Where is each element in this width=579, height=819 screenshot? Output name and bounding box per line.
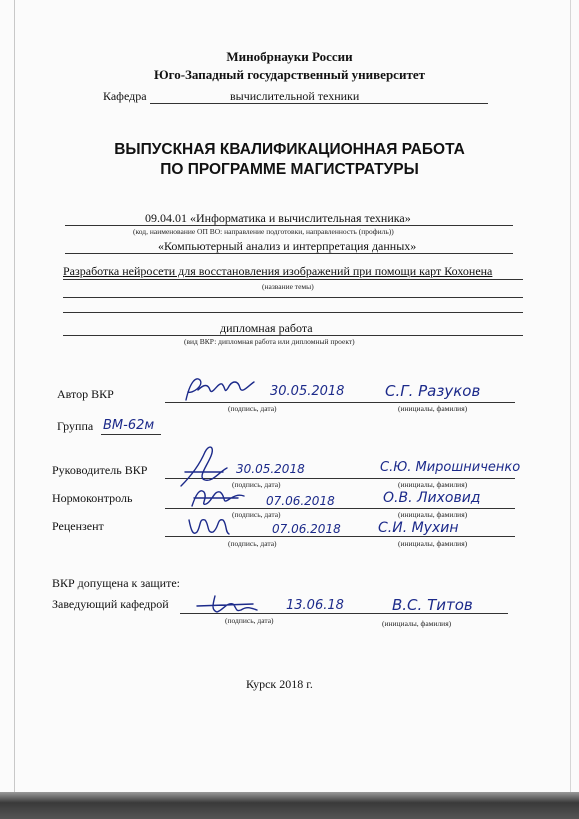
topic-caption: (название темы)	[262, 282, 314, 291]
author-initials-caption: (инициалы, фамилия)	[398, 404, 468, 413]
normcontrol-name-handwritten: О.В. Лиховид	[383, 490, 481, 506]
reviewer-initials-caption: (инициалы, фамилия)	[398, 539, 468, 548]
topic-underline	[63, 279, 523, 280]
admission-label: ВКР допущена к защите:	[52, 576, 180, 590]
profile-underline	[65, 253, 513, 254]
head-sign-caption: (подпись, дата)	[225, 616, 274, 625]
supervisor-date-handwritten: 30.05.2018	[236, 462, 305, 476]
document-title-line1: ВЫПУСКНАЯ КВАЛИФИКАЦИОННАЯ РАБОТА	[114, 141, 465, 158]
supervisor-label: Руководитель ВКР	[52, 463, 148, 477]
program-code: 09.04.01 «Информатика и вычислительная техника»	[145, 211, 411, 225]
department-underline	[150, 103, 488, 104]
reviewer-date-handwritten: 07.06.2018	[272, 522, 341, 536]
supervisor-sign-caption: (подпись, дата)	[232, 480, 281, 489]
city-year: Курск 2018 г.	[246, 677, 313, 691]
normcontrol-date-handwritten: 07.06.2018	[266, 494, 335, 508]
page-edge-left	[14, 0, 15, 819]
author-date-handwritten: 30.05.2018	[270, 384, 345, 399]
reviewer-name-handwritten: С.И. Мухин	[378, 520, 459, 536]
supervisor-initials-caption: (инициалы, фамилия)	[398, 480, 468, 489]
reviewer-sign-caption: (подпись, дата)	[228, 539, 277, 548]
ministry-name: Минобрнауки России	[226, 49, 353, 64]
author-signature	[182, 372, 262, 406]
head-name-handwritten: В.С. Титов	[392, 596, 473, 614]
reviewer-signature	[185, 510, 233, 542]
author-sign-caption: (подпись, дата)	[228, 404, 277, 413]
topic-extra-line-2	[63, 312, 523, 313]
work-type-caption: (вид ВКР: дипломная работа или дипломный проект)	[184, 337, 355, 346]
department-label: Кафедра	[103, 89, 147, 103]
normcontrol-sign-caption: (подпись, дата)	[232, 510, 281, 519]
university-name: Юго-Западный государственный университет	[154, 67, 425, 82]
group-label: Группа	[57, 419, 94, 433]
author-name-handwritten: С.Г. Разуков	[385, 382, 481, 400]
scan-bottom-edge	[0, 792, 579, 819]
program-underline	[65, 225, 513, 226]
topic-extra-line-1	[63, 297, 523, 298]
page-edge-right	[570, 0, 571, 819]
head-signature	[195, 592, 263, 616]
program-profile: «Компьютерный анализ и интерпретация данных»	[158, 239, 417, 253]
normcontrol-initials-caption: (инициалы, фамилия)	[398, 510, 468, 519]
work-type-underline	[63, 335, 523, 336]
supervisor-name-handwritten: С.Ю. Мирошниченко	[380, 460, 521, 475]
group-underline	[101, 434, 161, 435]
head-of-department-label: Заведующий кафедрой	[52, 597, 169, 611]
author-label: Автор ВКР	[57, 387, 114, 401]
head-initials-caption: (инициалы, фамилия)	[382, 619, 452, 628]
department-value: вычислительной техники	[230, 89, 360, 103]
document-title-line2: ПО ПРОГРАММЕ МАГИСТРАТУРЫ	[160, 161, 419, 178]
normcontrol-label: Нормоконтроль	[52, 491, 133, 505]
topic-text: Разработка нейросети для восстановления изображений при помощи карт Кохонена	[63, 264, 493, 278]
head-date-handwritten: 13.06.18	[286, 598, 344, 613]
work-type-text: дипломная работа	[220, 321, 313, 335]
program-caption: (код, наименование ОП ВО: направление подготовки, направленность (профиль))	[133, 227, 394, 236]
group-value-handwritten: ВМ-62м	[103, 418, 155, 433]
reviewer-label: Рецензент	[52, 519, 104, 533]
